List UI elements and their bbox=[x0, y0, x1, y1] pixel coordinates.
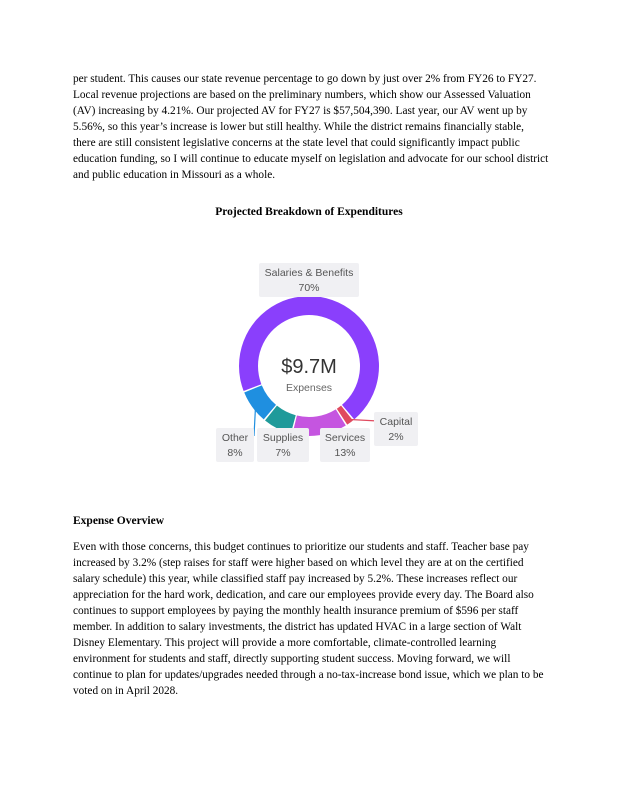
callout-other bbox=[216, 405, 256, 462]
slice-name-label: Capital bbox=[379, 416, 413, 428]
expense-overview-heading: Expense Overview bbox=[73, 515, 165, 527]
callout-supplies bbox=[257, 428, 309, 462]
callout-salaries-benefits bbox=[259, 263, 359, 297]
donut-center-value: $9.7M bbox=[281, 356, 337, 378]
slice-name-label: Services bbox=[324, 432, 366, 444]
callout-services bbox=[320, 428, 370, 462]
slice-name-label: Supplies bbox=[262, 432, 304, 444]
slice-name-label: Other bbox=[221, 432, 249, 444]
slice-percent-label: 7% bbox=[275, 447, 291, 459]
slice-percent-label: 2% bbox=[388, 431, 404, 443]
intro-paragraph: per student. This causes our state revenue percentage to go down by just over 2% from FY26 to FY27. Local revenue projections are based on the preliminary numbers, which show our Assessed Valuation (AV) increasing by 4.21%. Our projected AV for FY27 is $57,504,390. Last year, our AV went up by 5.56%, so this year’s increase is lower but still healthy. While the district remains financially stable, there are still consistent legislative concerns at the state level that could significantly impact public education funding, so I will continue to educate myself on legislation and advocate for our school district and public education in Missouri as a whole. bbox=[73, 73, 549, 181]
slice-percent-label: 70% bbox=[298, 282, 320, 294]
slice-name-label: Salaries & Benefits bbox=[264, 267, 354, 279]
slice-percent-label: 13% bbox=[334, 447, 356, 459]
donut-center-label: Expenses bbox=[285, 382, 333, 394]
expense-overview-paragraph: Even with those concerns, this budget continues to prioritize our students and staff. Teacher base pay increased by 3.2% (step raises for staff were higher based on which level they are at on the certified salary schedule) this year, while classified staff pay increased by 5.2%. These increases reflect our appreciation for the hard work, dedication, and care our employees provide every day. The Board also continues to support employees by paying the monthly health insurance premium of $596 per staff member. In addition to salary investments, the district has updated HVAC in a large section of Walt Disney Elementary. This project will provide a more comfortable, climate-controlled learning environment for students and staff, directly supporting student success. Moving forward, we will continue to plan for updates/upgrades needed through a no-tax-increase bond issue, which we plan to be voted on in April 2028. bbox=[73, 541, 544, 697]
slice-percent-label: 8% bbox=[227, 447, 243, 459]
chart-title: Projected Breakdown of Expenditures bbox=[215, 206, 403, 218]
